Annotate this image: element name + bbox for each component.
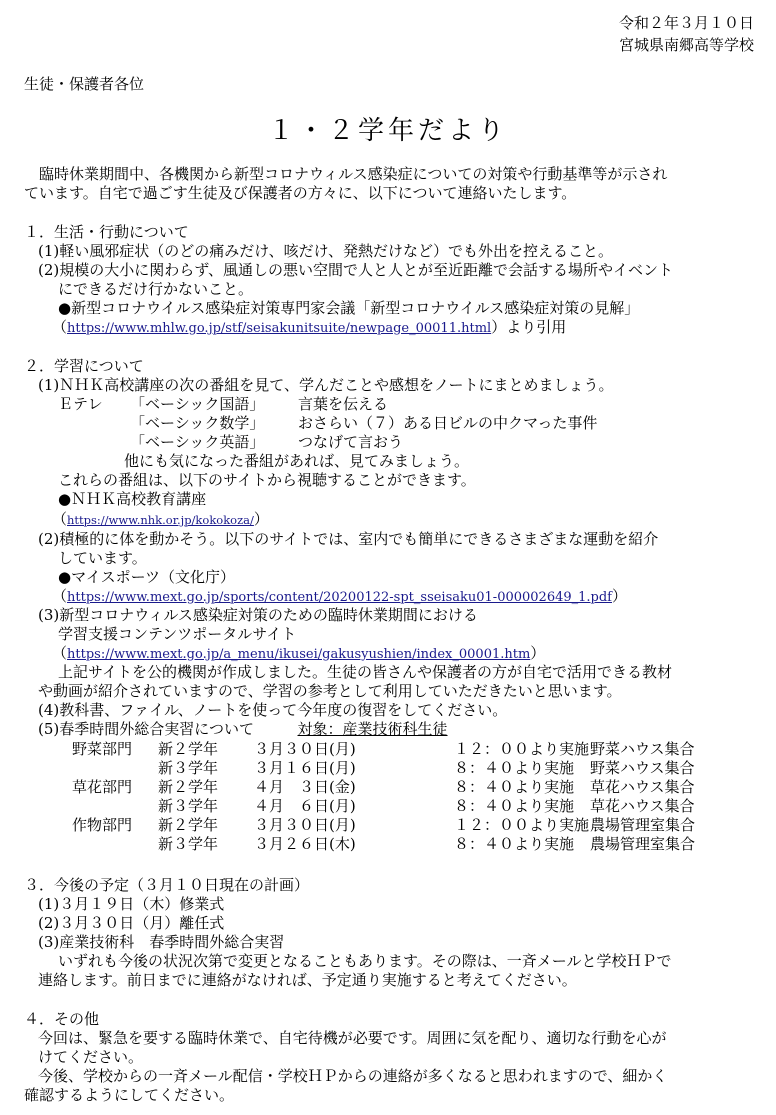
schedule-date: ３月１６日(月) xyxy=(254,759,356,777)
program-topic: つなげて言おう xyxy=(298,433,404,451)
s2-item-3-line-1: (3)新型コロナウィルス感染症対策のための臨時休業期間における xyxy=(38,606,478,624)
schedule-row xyxy=(72,835,695,854)
s2-note-line-2: や動画が紹介されていますので、学習の参考として利用していただきたいと思います。 xyxy=(38,682,622,700)
s2-item-4: (4)教科書、ファイル、ノートを使って今年度の復習をしてください。 xyxy=(38,701,508,719)
page-title: １・２学年だより xyxy=(267,116,508,146)
s1-item-2-line-2: にできるだけ行かないこと。 xyxy=(58,280,254,298)
schedule-grade: 新２学年 xyxy=(158,778,219,796)
schedule-place: 野菜ハウス集合 xyxy=(590,759,695,777)
schedule-dept: 草花部門 xyxy=(72,778,133,796)
recipient: 生徒・保護者各位 xyxy=(24,75,145,93)
program-name: 「ベーシック数学」 xyxy=(130,414,265,432)
s2-item-5-target: 対象：産業技術科生徒 xyxy=(297,720,448,738)
program-topic: おさらい（７）ある日ビルの中クマった事件 xyxy=(298,414,598,432)
portal-link[interactable]: https://www.mext.go.jp/a_menu/ikusei/gakusyushien/index_00001.htm xyxy=(67,647,531,662)
section-4-heading: ４．その他 xyxy=(24,1010,100,1028)
mysports-heading: ●マイスポーツ（文化庁） xyxy=(58,568,236,586)
schedule-date: ３月３０日(月) xyxy=(254,740,356,758)
mysports-link-line xyxy=(52,587,627,607)
program-name: 「ベーシック国語」 xyxy=(130,395,265,413)
s2-item-1: (1)ＮＨＫ高校講座の次の番組を見て、学んだことや感想をノートにまとめましょう。 xyxy=(38,376,614,394)
nhk-link-line xyxy=(52,510,269,530)
s2-item-5-label: (5)春季時間外総合実習について xyxy=(38,720,254,738)
practice-schedule-table xyxy=(72,740,695,854)
schedule-time: ８：４０より実施 xyxy=(454,797,575,815)
schedule-dept: 作物部門 xyxy=(72,816,133,834)
schedule-grade: 新３学年 xyxy=(158,797,219,815)
school-name: 宮城県南郷高等学校 xyxy=(618,36,754,54)
nhk-heading: ●ＮＨＫ高校教育講座 xyxy=(58,490,207,508)
s2-other-programs: 他にも気になった番組があれば、見てみましょう。 xyxy=(124,452,470,470)
paren-open: （ xyxy=(52,587,68,605)
s2-site-note: これらの番組は、以下のサイトから視聴することができます。 xyxy=(58,471,476,489)
program-row xyxy=(58,395,388,414)
s4-para-1-line-2: けてください。 xyxy=(38,1048,144,1066)
s4-para-2-line-2: 確認するようにしてください。 xyxy=(24,1086,235,1104)
schedule-grade: 新３学年 xyxy=(158,835,219,853)
schedule-date: ４月 ３日(金) xyxy=(254,778,356,796)
program-channel: Ｅテレ xyxy=(58,395,103,413)
program-topic: 言葉を伝える xyxy=(298,395,389,413)
schedule-place: 農場管理室集合 xyxy=(590,835,696,853)
schedule-time: ８：４０より実施 xyxy=(454,778,575,796)
schedule-time: ８：４０より実施 xyxy=(454,759,575,777)
schedule-row xyxy=(72,778,695,797)
schedule-time: ８：４０より実施 xyxy=(454,835,575,853)
s2-item-2-line-1: (2)積極的に体を動かそう。以下のサイトでは、室内でも簡単にできるさまざまな運動を紹介 xyxy=(38,530,659,548)
schedule-time: １２：００より実施 xyxy=(454,816,590,834)
intro-line-2: ています。自宅で過ごす生徒及び保護者の方々に、以下について連絡いたします。 xyxy=(24,184,577,202)
schedule-row xyxy=(72,816,695,835)
schedule-date: ４月 ６日(月) xyxy=(254,797,356,815)
schedule-dept xyxy=(72,797,158,816)
portal-link-line xyxy=(52,644,545,664)
schedule-place: 草花ハウス集合 xyxy=(590,797,695,815)
program-channel xyxy=(58,433,130,452)
s3-item-2: (2)３月３０日（月）離任式 xyxy=(38,914,225,932)
program-row xyxy=(58,433,403,452)
intro-line-1: 臨時休業期間中、各機関から新型コロナウィルス感染症についての対策や行動基準等が示され xyxy=(24,165,668,183)
document-date: 令和２年３月１０日 xyxy=(618,14,754,32)
schedule-dept: 野菜部門 xyxy=(72,740,133,758)
schedule-place: 農場管理室集合 xyxy=(590,816,696,834)
mhlw-link[interactable]: https://www.mhlw.go.jp/stf/seisakunitsuite/newpage_00011.html xyxy=(67,321,492,336)
schedule-row xyxy=(72,740,695,759)
paren-close: ）より引用 xyxy=(491,318,567,336)
s4-para-2-line-1: 今後、学校からの一斉メール配信・学校ＨＰからの連絡が多くなると思われますので、細かく xyxy=(38,1067,668,1085)
s2-item-2-line-2: しています。 xyxy=(58,549,147,567)
program-row xyxy=(58,414,597,433)
schedule-grade: 新２学年 xyxy=(158,740,219,758)
section-2-heading: ２．学習について xyxy=(24,357,144,375)
mysports-link[interactable]: https://www.mext.go.jp/sports/content/20200122-spt_sseisaku01-000002649_1.pdf xyxy=(67,590,612,605)
section-3-heading: ３．今後の予定（３月１０日現在の計画） xyxy=(24,876,310,894)
s3-item-3: (3)産業技術科 春季時間外総合実習 xyxy=(38,933,285,951)
section-1-heading: １．生活・行動について xyxy=(24,223,189,241)
s2-item-3-line-2: 学習支援コンテンツポータルサイト xyxy=(58,625,297,643)
s1-item-2-line-1: (2)規模の大小に関わらず、風通しの悪い空間で人と人とが至近距離で会話する場所やイベント xyxy=(38,261,674,279)
program-channel xyxy=(58,414,130,433)
schedule-row xyxy=(72,759,695,778)
nhk-link[interactable]: https://www.nhk.or.jp/kokokoza/ xyxy=(67,513,254,527)
paren-open: （ xyxy=(52,510,68,528)
schedule-time: １２：００より実施 xyxy=(454,740,590,758)
program-name: 「ベーシック英語」 xyxy=(130,433,265,451)
paren-open: （ xyxy=(52,644,68,662)
s3-item-1: (1)３月１９日（木）修業式 xyxy=(38,895,225,913)
s1-reference-source xyxy=(52,318,566,338)
paren-open: （ xyxy=(52,318,68,336)
schedule-place: 野菜ハウス集合 xyxy=(590,740,695,758)
s4-para-1-line-1: 今回は、緊急を要する臨時休業で、自宅待機が必要です。周囲に気を配り、適切な行動を心が xyxy=(38,1029,667,1047)
s3-note-line-2: 連絡します。前日までに連絡がなければ、予定通り実施すると考えてください。 xyxy=(38,971,577,989)
s1-item-1: (1)軽い風邪症状（のどの痛みだけ、咳だけ、発熱だけなど）でも外出を控えること。 xyxy=(38,242,614,260)
paren-close-short: ） xyxy=(253,510,269,528)
schedule-date: ３月３０日(月) xyxy=(254,816,356,834)
schedule-dept xyxy=(72,835,158,854)
s2-item-5 xyxy=(38,720,448,739)
schedule-place: 草花ハウス集合 xyxy=(590,778,695,796)
s1-reference: ●新型コロナウイルス感染症対策専門家会議「新型コロナウイルス感染症対策の見解」 xyxy=(58,299,640,317)
schedule-row xyxy=(72,797,695,816)
paren-close-short: ） xyxy=(530,644,546,662)
schedule-grade: 新３学年 xyxy=(158,759,219,777)
schedule-dept xyxy=(72,759,158,778)
paren-close-short: ） xyxy=(612,587,628,605)
schedule-grade: 新２学年 xyxy=(158,816,219,834)
schedule-date: ３月２６日(木) xyxy=(254,835,356,853)
s2-note-line-1: 上記サイトを公的機関が作成しました。生徒の皆さんや保護者の方が自宅で活用できる教材 xyxy=(58,663,672,681)
s3-note-line-1: いずれも今後の状況次第で変更となることもあります。その際は、一斉メールと学校ＨＰで xyxy=(58,952,672,970)
